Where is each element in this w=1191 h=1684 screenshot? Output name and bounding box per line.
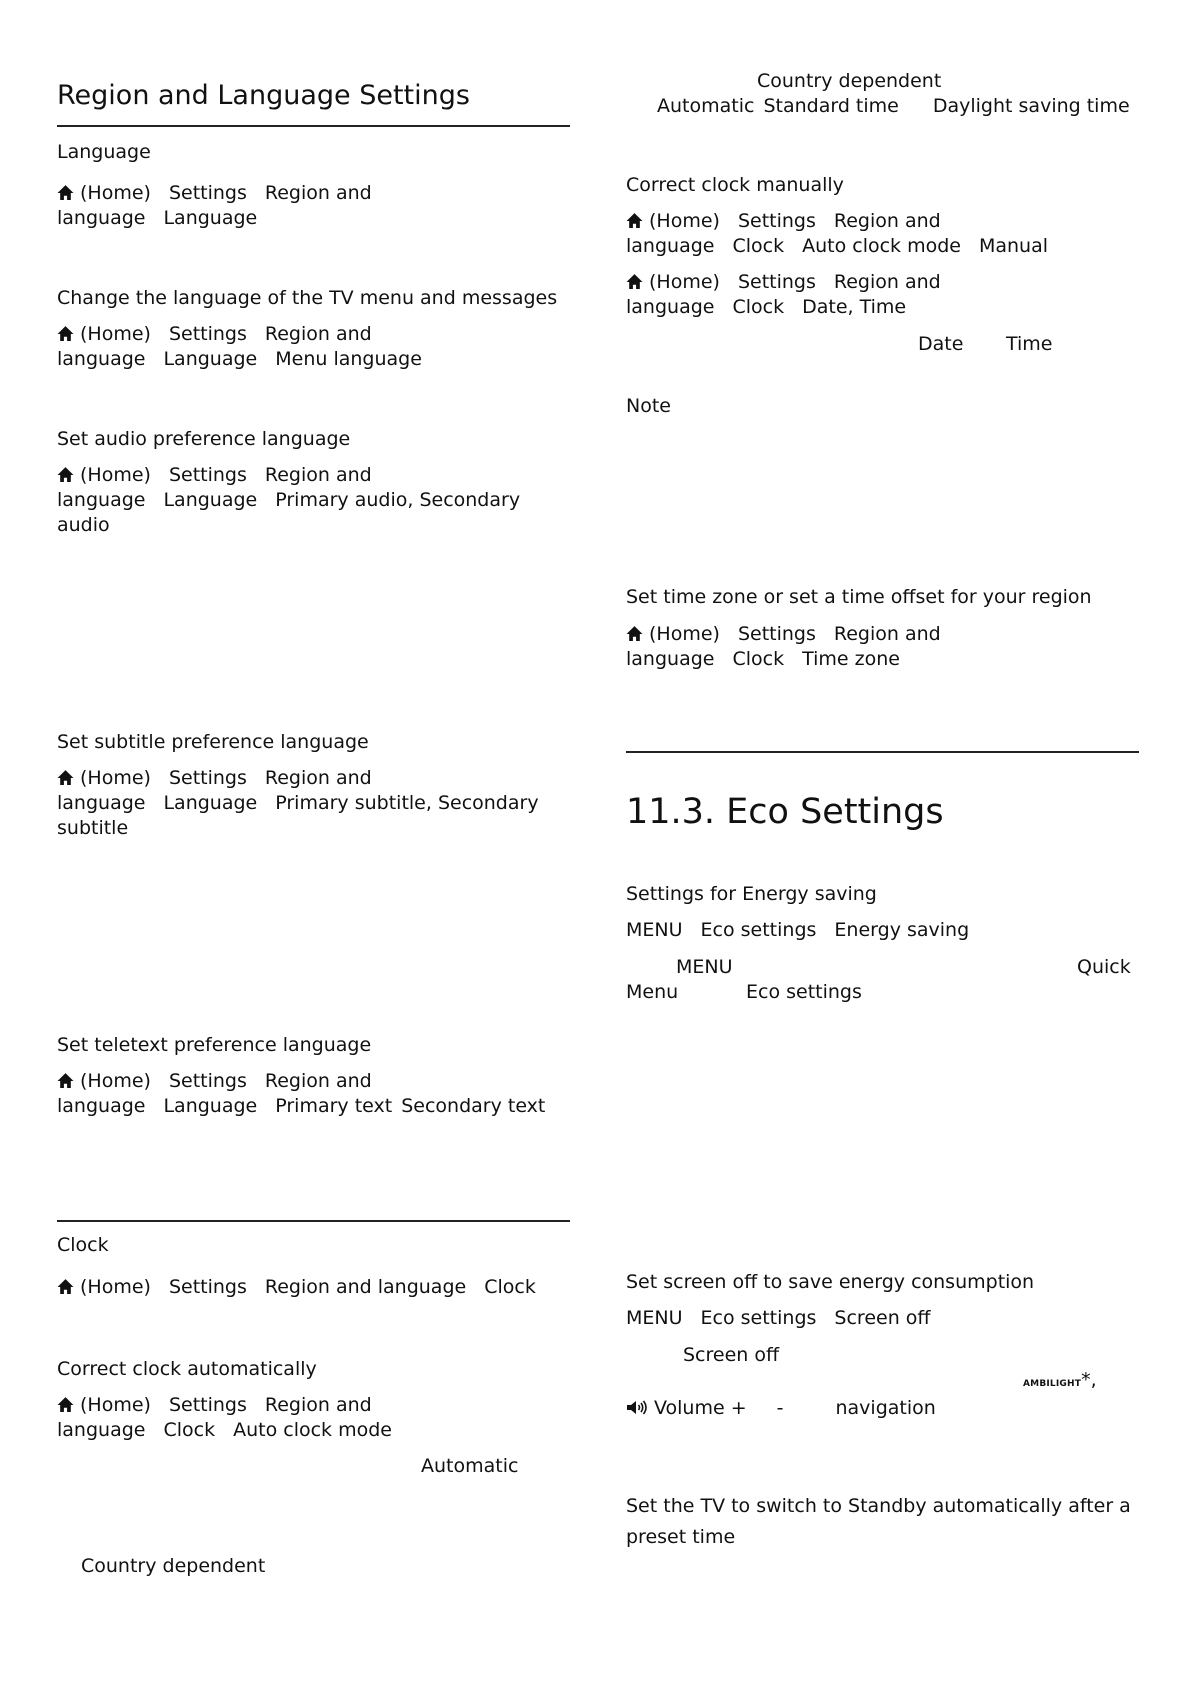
path-sub: Time zone (802, 648, 900, 670)
path-sub2: Secondary text (401, 1095, 546, 1117)
path-item: Clock (732, 648, 785, 670)
note-label: Note (626, 395, 671, 417)
teletext-language-heading: Set teletext preference language (57, 1034, 372, 1056)
path-item: Language (163, 792, 258, 814)
teletext-language-path-line1 (57, 1069, 372, 1094)
path-sub: Auto clock mode (802, 235, 961, 257)
path-region: Region and (264, 767, 372, 789)
path-region: Region and (264, 464, 372, 486)
path-eco: Eco settings (700, 919, 817, 941)
eco-divider (626, 751, 1139, 753)
ambilight-line (1023, 1368, 1097, 1397)
standby-heading-line1: Set the TV to switch to Standby automatically after a (626, 1495, 1131, 1517)
path-sub: Primary subtitle, Secondary (275, 792, 539, 814)
path-sub: Primary audio, Secondary (275, 489, 521, 511)
path-home: (Home) (80, 323, 151, 345)
path-sub: Auto clock mode (233, 1419, 392, 1441)
path-settings: Settings (168, 323, 247, 345)
energy-saving-path (626, 918, 969, 943)
clock-manual-path-line1 (626, 209, 941, 234)
clock-manual-heading: Correct clock manually (626, 174, 844, 196)
volume-minus: - (776, 1397, 784, 1419)
path-settings: Settings (168, 1276, 247, 1298)
home-icon (57, 466, 74, 483)
path-item: Screen off (834, 1307, 931, 1329)
clock-manual-time: Time (1006, 333, 1053, 355)
path-home: (Home) (80, 182, 151, 204)
clock-datetime-path-line2 (626, 295, 906, 320)
path-language: language (57, 1095, 146, 1117)
path-item: Language (163, 489, 258, 511)
path-language: language (57, 1419, 146, 1441)
navigation-label: navigation (835, 1397, 936, 1419)
standby-heading-line2: preset time (626, 1526, 736, 1548)
path-sub: Date, Time (802, 296, 907, 318)
clock-manual-date: Date (918, 333, 964, 355)
path-language: language (626, 296, 715, 318)
clock-auto-path-line2 (57, 1418, 392, 1443)
path-settings: Settings (168, 1394, 247, 1416)
path-home: (Home) (80, 1070, 151, 1092)
path-language: language (626, 235, 715, 257)
clock-manual-path-line2 (626, 234, 1048, 259)
subtitle-language-path-line1 (57, 766, 372, 791)
home-icon (626, 212, 643, 229)
menu-language-path-line1 (57, 322, 372, 347)
volume-icon (626, 1399, 648, 1416)
menu-language-heading: Change the language of the TV menu and messages (57, 287, 558, 309)
path-settings: Settings (737, 210, 816, 232)
path-value: Manual (978, 235, 1049, 257)
clock-mode-line (657, 94, 1130, 119)
audio-language-path-line3: audio (57, 514, 110, 536)
path-home: (Home) (80, 1394, 151, 1416)
clock-path (57, 1275, 536, 1300)
screen-off-line: Screen off (683, 1344, 780, 1366)
screen-off-heading: Set screen off to save energy consumption (626, 1271, 1035, 1293)
language-heading: Language (57, 141, 151, 163)
home-icon (57, 184, 74, 201)
path-region: Region and (833, 210, 941, 232)
path-region: Region and (833, 623, 941, 645)
subtitle-language-path-line2 (57, 791, 539, 816)
volume-label: Volume + (654, 1397, 747, 1419)
path-menu: MENU (626, 1307, 683, 1329)
path-menu: MENU (626, 919, 683, 941)
path-region: Region and (264, 1070, 372, 1092)
teletext-language-path-line2 (57, 1094, 545, 1119)
clock-heading: Clock (57, 1234, 109, 1256)
section-title: Region and Language Settings (57, 80, 470, 111)
home-icon (57, 1072, 74, 1089)
home-icon (57, 1278, 74, 1295)
path-settings: Settings (168, 182, 247, 204)
clock-datetime-path-line1 (626, 270, 941, 295)
path-language: language (57, 348, 146, 370)
clock-mode-standard: Standard time (763, 95, 899, 117)
path-settings: Settings (737, 271, 816, 293)
time-zone-path-line2 (626, 647, 900, 672)
path-item: Clock (484, 1276, 536, 1298)
eco-section-title: 11.3. Eco Settings (626, 792, 944, 832)
energy-line-quick: Quick (1077, 956, 1131, 978)
audio-language-path-line1 (57, 463, 372, 488)
clock-auto-heading: Correct clock automatically (57, 1358, 317, 1380)
path-home: (Home) (80, 1276, 151, 1298)
path-settings: Settings (737, 623, 816, 645)
audio-language-path-line2 (57, 488, 520, 513)
path-region: Region and (833, 271, 941, 293)
subtitle-language-path-line3: subtitle (57, 817, 129, 839)
home-icon (57, 769, 74, 786)
language-path-line2 (57, 206, 257, 231)
path-item: Clock (732, 235, 785, 257)
path-home: (Home) (649, 623, 720, 645)
time-zone-heading: Set time zone or set a time offset for your region (626, 586, 1092, 608)
path-home: (Home) (80, 767, 151, 789)
clock-divider (57, 1220, 570, 1222)
clock-mode-automatic: Automatic (657, 95, 755, 117)
path-region: Region and language (264, 1276, 467, 1298)
path-settings: Settings (168, 464, 247, 486)
path-home: (Home) (649, 271, 720, 293)
home-icon (57, 1396, 74, 1413)
path-language: language (57, 792, 146, 814)
path-language: language (626, 648, 715, 670)
home-icon (626, 625, 643, 642)
subtitle-language-heading: Set subtitle preference language (57, 731, 369, 753)
path-sub: Primary text (275, 1095, 393, 1117)
path-home: (Home) (80, 464, 151, 486)
path-region: Region and (264, 182, 372, 204)
screen-off-path (626, 1306, 931, 1331)
energy-saving-heading: Settings for Energy saving (626, 883, 877, 905)
path-region: Region and (264, 1394, 372, 1416)
path-sub: Menu language (275, 348, 422, 370)
clock-auto-path-line1 (57, 1393, 372, 1418)
path-language: language (57, 489, 146, 511)
home-icon (626, 273, 643, 290)
clock-mode-daylight: Daylight saving time (932, 95, 1130, 117)
path-item: Language (163, 207, 258, 229)
path-region: Region and (264, 323, 372, 345)
time-zone-path-line1 (626, 622, 941, 647)
title-divider (57, 125, 570, 127)
clock-mode-country: Country dependent (757, 70, 942, 92)
menu-language-path-line2 (57, 347, 422, 372)
path-settings: Settings (168, 1070, 247, 1092)
energy-line-eco: Eco settings (746, 981, 862, 1003)
path-item: Energy saving (834, 919, 970, 941)
ambilight-label: AMBILIGHT (1023, 1379, 1082, 1389)
path-item: Language (163, 1095, 258, 1117)
audio-language-heading: Set audio preference language (57, 428, 351, 450)
path-eco: Eco settings (700, 1307, 817, 1329)
clock-auto-value-country: Country dependent (81, 1555, 266, 1577)
home-icon (57, 325, 74, 342)
ambilight-mark: *, (1081, 1369, 1097, 1391)
path-language: language (57, 207, 146, 229)
path-settings: Settings (168, 767, 247, 789)
volume-line (626, 1396, 936, 1421)
energy-line-menu: MENU (676, 956, 733, 978)
language-path-line1 (57, 181, 372, 206)
energy-line-menu2: Menu (626, 981, 679, 1003)
path-item: Language (163, 348, 258, 370)
path-home: (Home) (649, 210, 720, 232)
path-item: Clock (732, 296, 785, 318)
path-item: Clock (163, 1419, 216, 1441)
clock-auto-value-automatic: Automatic (421, 1455, 519, 1477)
